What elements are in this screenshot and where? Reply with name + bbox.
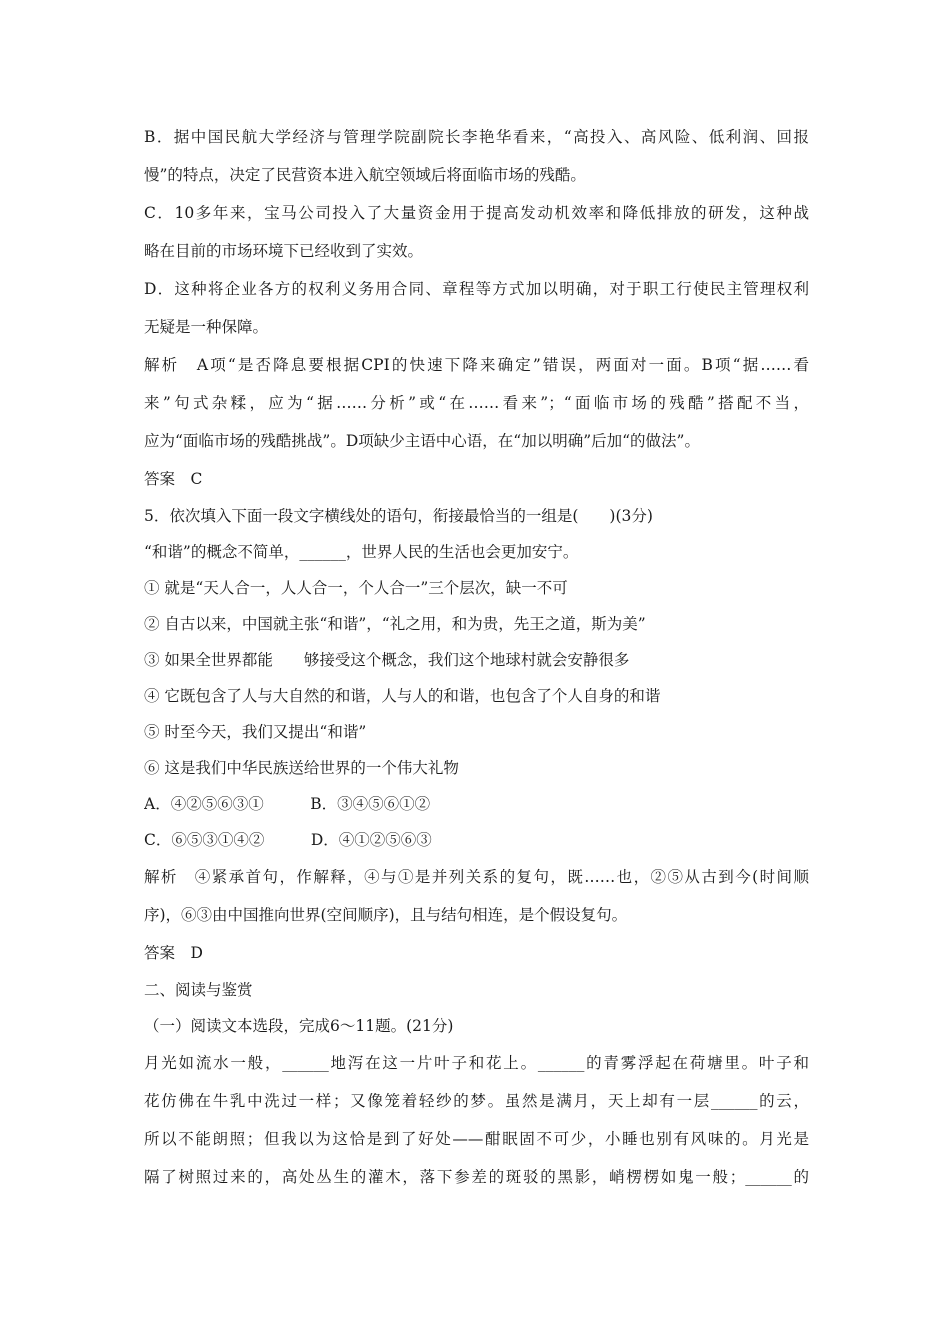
text-line: 月光如流水一般，______地泻在这一片叶子和花上。______的青雾浮起在荷塘里。叶子和	[144, 1054, 809, 1072]
text-line: “和谐”的概念不简单，______，世界人民的生活也会更加安宁。	[144, 543, 579, 561]
text-line: ④ 它既包含了人与大自然的和谐，人与人的和谐，也包含了个人自身的和谐	[144, 687, 661, 705]
text-line: 应为“面临市场的残酷挑战”。D项缺少主语中心语，在“加以明确”后加“的做法”。	[144, 432, 700, 450]
text-line: （一）阅读文本选段，完成6～11题。(21分)	[144, 1017, 454, 1035]
text-line: ③ 如果全世界都能 够接受这个概念，我们这个地球村就会安静很多	[144, 651, 630, 669]
text-line: ⑤ 时至今天，我们又提出“和谐”	[144, 723, 367, 741]
text-line: 无疑是一种保障。	[144, 318, 269, 336]
text-line: 慢”的特点，决定了民营资本进入航空领域后将面临市场的残酷。	[144, 166, 586, 184]
text-line: ② 自古以来，中国就主张“和谐”，“礼之用，和为贵，先王之道，斯为美”	[144, 615, 646, 633]
text-line: 花仿佛在牛乳中洗过一样；又像笼着轻纱的梦。虽然是满月，天上却有一层______的云，	[144, 1092, 809, 1110]
text-line: 解析 A项“是否降息要根据CPI的快速下降来确定”错误，两面对一面。B项“据……看	[144, 356, 809, 374]
text-line: 二、阅读与鉴赏	[144, 981, 253, 999]
text-line: ⑥ 这是我们中华民族送给世界的一个伟大礼物	[144, 759, 459, 777]
text-line: 答案 D	[144, 944, 203, 962]
text-line: C．⑥⑤③①④② D．④①②⑤⑥③	[144, 831, 432, 849]
text-line: D．这种将企业各方的权利义务用合同、章程等方式加以明确，对于职工行使民主管理权利	[144, 280, 809, 298]
text-line: 略在目前的市场环境下已经收到了实效。	[144, 242, 424, 260]
text-line: 序)，⑥③由中国推向世界(空间顺序)，且与结句相连，是个假设复句。	[144, 906, 628, 924]
text-line: 答案 C	[144, 470, 203, 488]
text-line: B．据中国民航大学经济与管理学院副院长李艳华看来，“高投入、高风险、低利润、回报	[144, 128, 809, 146]
text-line: 所以不能朗照；但我以为这恰是到了好处——酣眠固不可少，小睡也别有风味的。月光是	[144, 1130, 809, 1148]
text-line: C．10多年来，宝马公司投入了大量资金用于提高发动机效率和降低排放的研发，这种战	[144, 204, 809, 222]
text-line: 解析 ④紧承首句，作解释，④与①是并列关系的复句，既……也，②⑤从古到今(时间顺	[144, 868, 809, 886]
text-line: 5．依次填入下面一段文字横线处的语句，衔接最恰当的一组是( )(3分)	[144, 507, 653, 525]
text-line: 来”句式杂糅，应为“据……分析”或“在……看来”；“面临市场的残酷”搭配不当，	[144, 394, 809, 412]
text-line: A．④②⑤⑥③① B．③④⑤⑥①②	[144, 795, 431, 813]
document-page	[144, 118, 809, 1196]
text-line: 隔了树照过来的，高处丛生的灌木，落下参差的斑驳的黑影，峭楞楞如鬼一般；______的	[144, 1168, 809, 1186]
text-line: ① 就是“天人合一，人人合一，个人合一”三个层次，缺一不可	[144, 579, 568, 597]
